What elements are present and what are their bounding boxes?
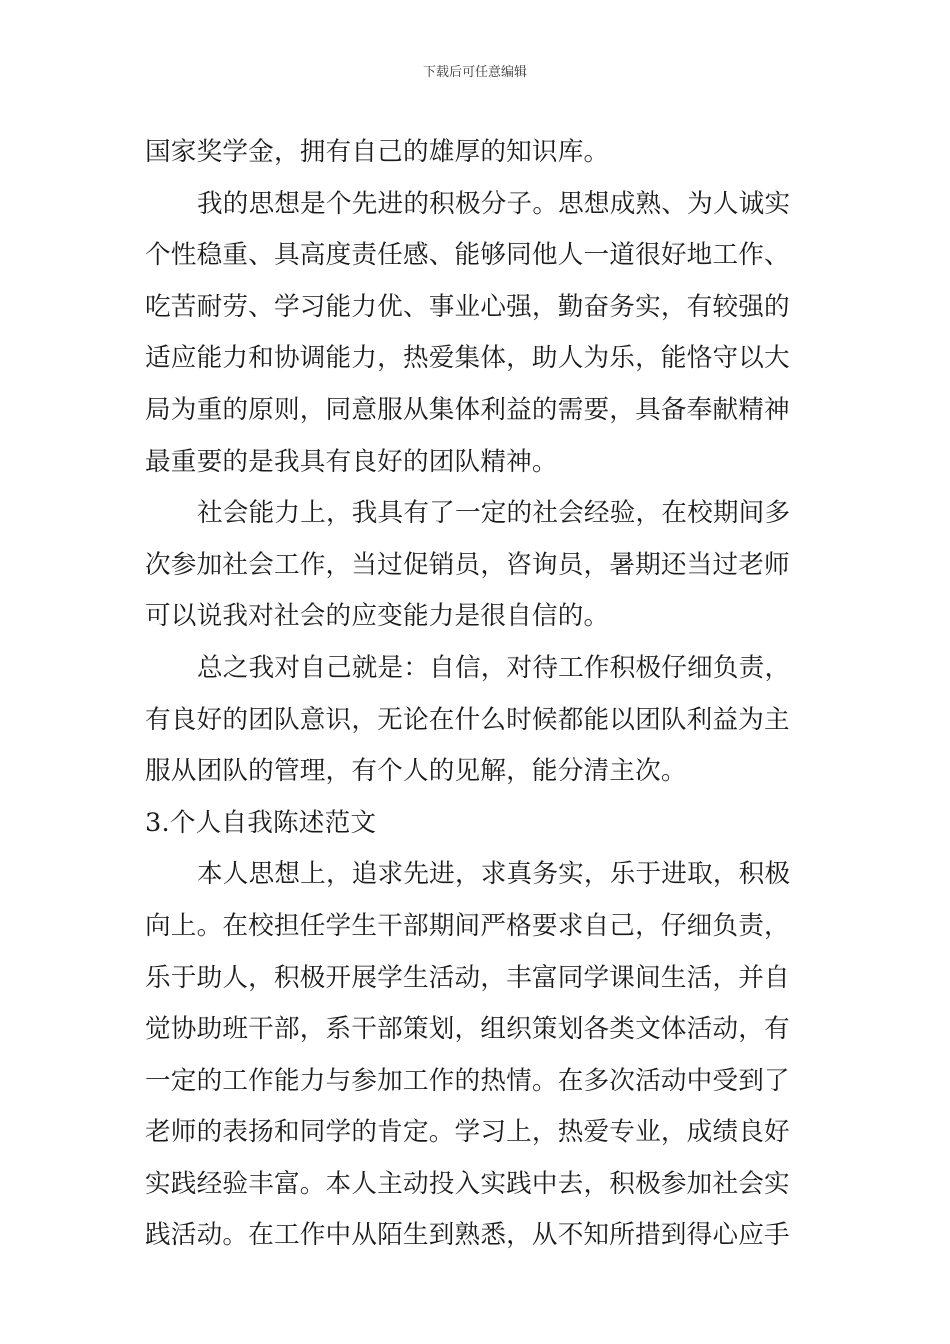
text-line: 次参加社会工作，当过促销员，咨询员，暑期还当过老师 <box>145 549 790 580</box>
text-line: 一定的工作能力与参加工作的热情。在多次活动中受到了 <box>145 1065 790 1096</box>
text-line: 3.个人自我陈述范文 <box>145 807 377 838</box>
text-line: 吃苦耐劳、学习能力优、事业心强，勤奋务实，有较强的 <box>145 291 790 322</box>
text-line: 适应能力和协调能力，热爱集体，助人为乐，能恪守以大 <box>145 343 790 374</box>
text-line: 老师的表扬和同学的肯定。学习上，热爱专业，成绩良好 <box>145 1117 790 1148</box>
text-line: 可以说我对社会的应变能力是很自信的。 <box>145 601 610 632</box>
text-line: 向上。在校担任学生干部期间严格要求自己，仔细负责， <box>145 910 790 941</box>
text-line: 国家奖学金，拥有自己的雄厚的知识库。 <box>145 137 610 167</box>
text-line: 个性稳重、具高度责任感、能够同他人一道很好地工作、 <box>145 240 790 271</box>
text-line: 局为重的原则，同意服从集体利益的需要，具备奉献精神 <box>145 394 790 425</box>
body-text <box>145 127 810 1262</box>
text-line: 服从团队的管理，有个人的见解，能分清主次。 <box>145 756 687 787</box>
text-line: 乐于助人，积极开展学生活动，丰富同学课间生活，并自 <box>145 962 790 993</box>
text-line: 社会能力上，我具有了一定的社会经验，在校期间多 <box>197 498 791 529</box>
text-line: 觉协助班干部，系干部策划，组织策划各类文体活动，有 <box>145 1014 790 1045</box>
text-line: 总之我对自己就是：自信，对待工作积极仔细负责， <box>197 652 791 683</box>
text-line: 实践经验丰富。本人主动投入实践中去，积极参加社会实 <box>145 1168 790 1199</box>
page-header: 下载后可任意编辑 <box>422 65 527 80</box>
text-line: 有良好的团队意识，无论在什么时候都能以团队利益为主 <box>145 704 790 735</box>
text-line: 践活动。在工作中从陌生到熟悉，从不知所措到得心应手 <box>145 1220 790 1251</box>
text-line: 最重要的是我具有良好的团队精神。 <box>145 446 558 477</box>
text-line: 本人思想上，追求先进，求真务实，乐于进取，积极 <box>197 859 791 890</box>
text-line: 我的思想是个先进的积极分子。思想成熟、为人诚实 <box>197 188 791 219</box>
